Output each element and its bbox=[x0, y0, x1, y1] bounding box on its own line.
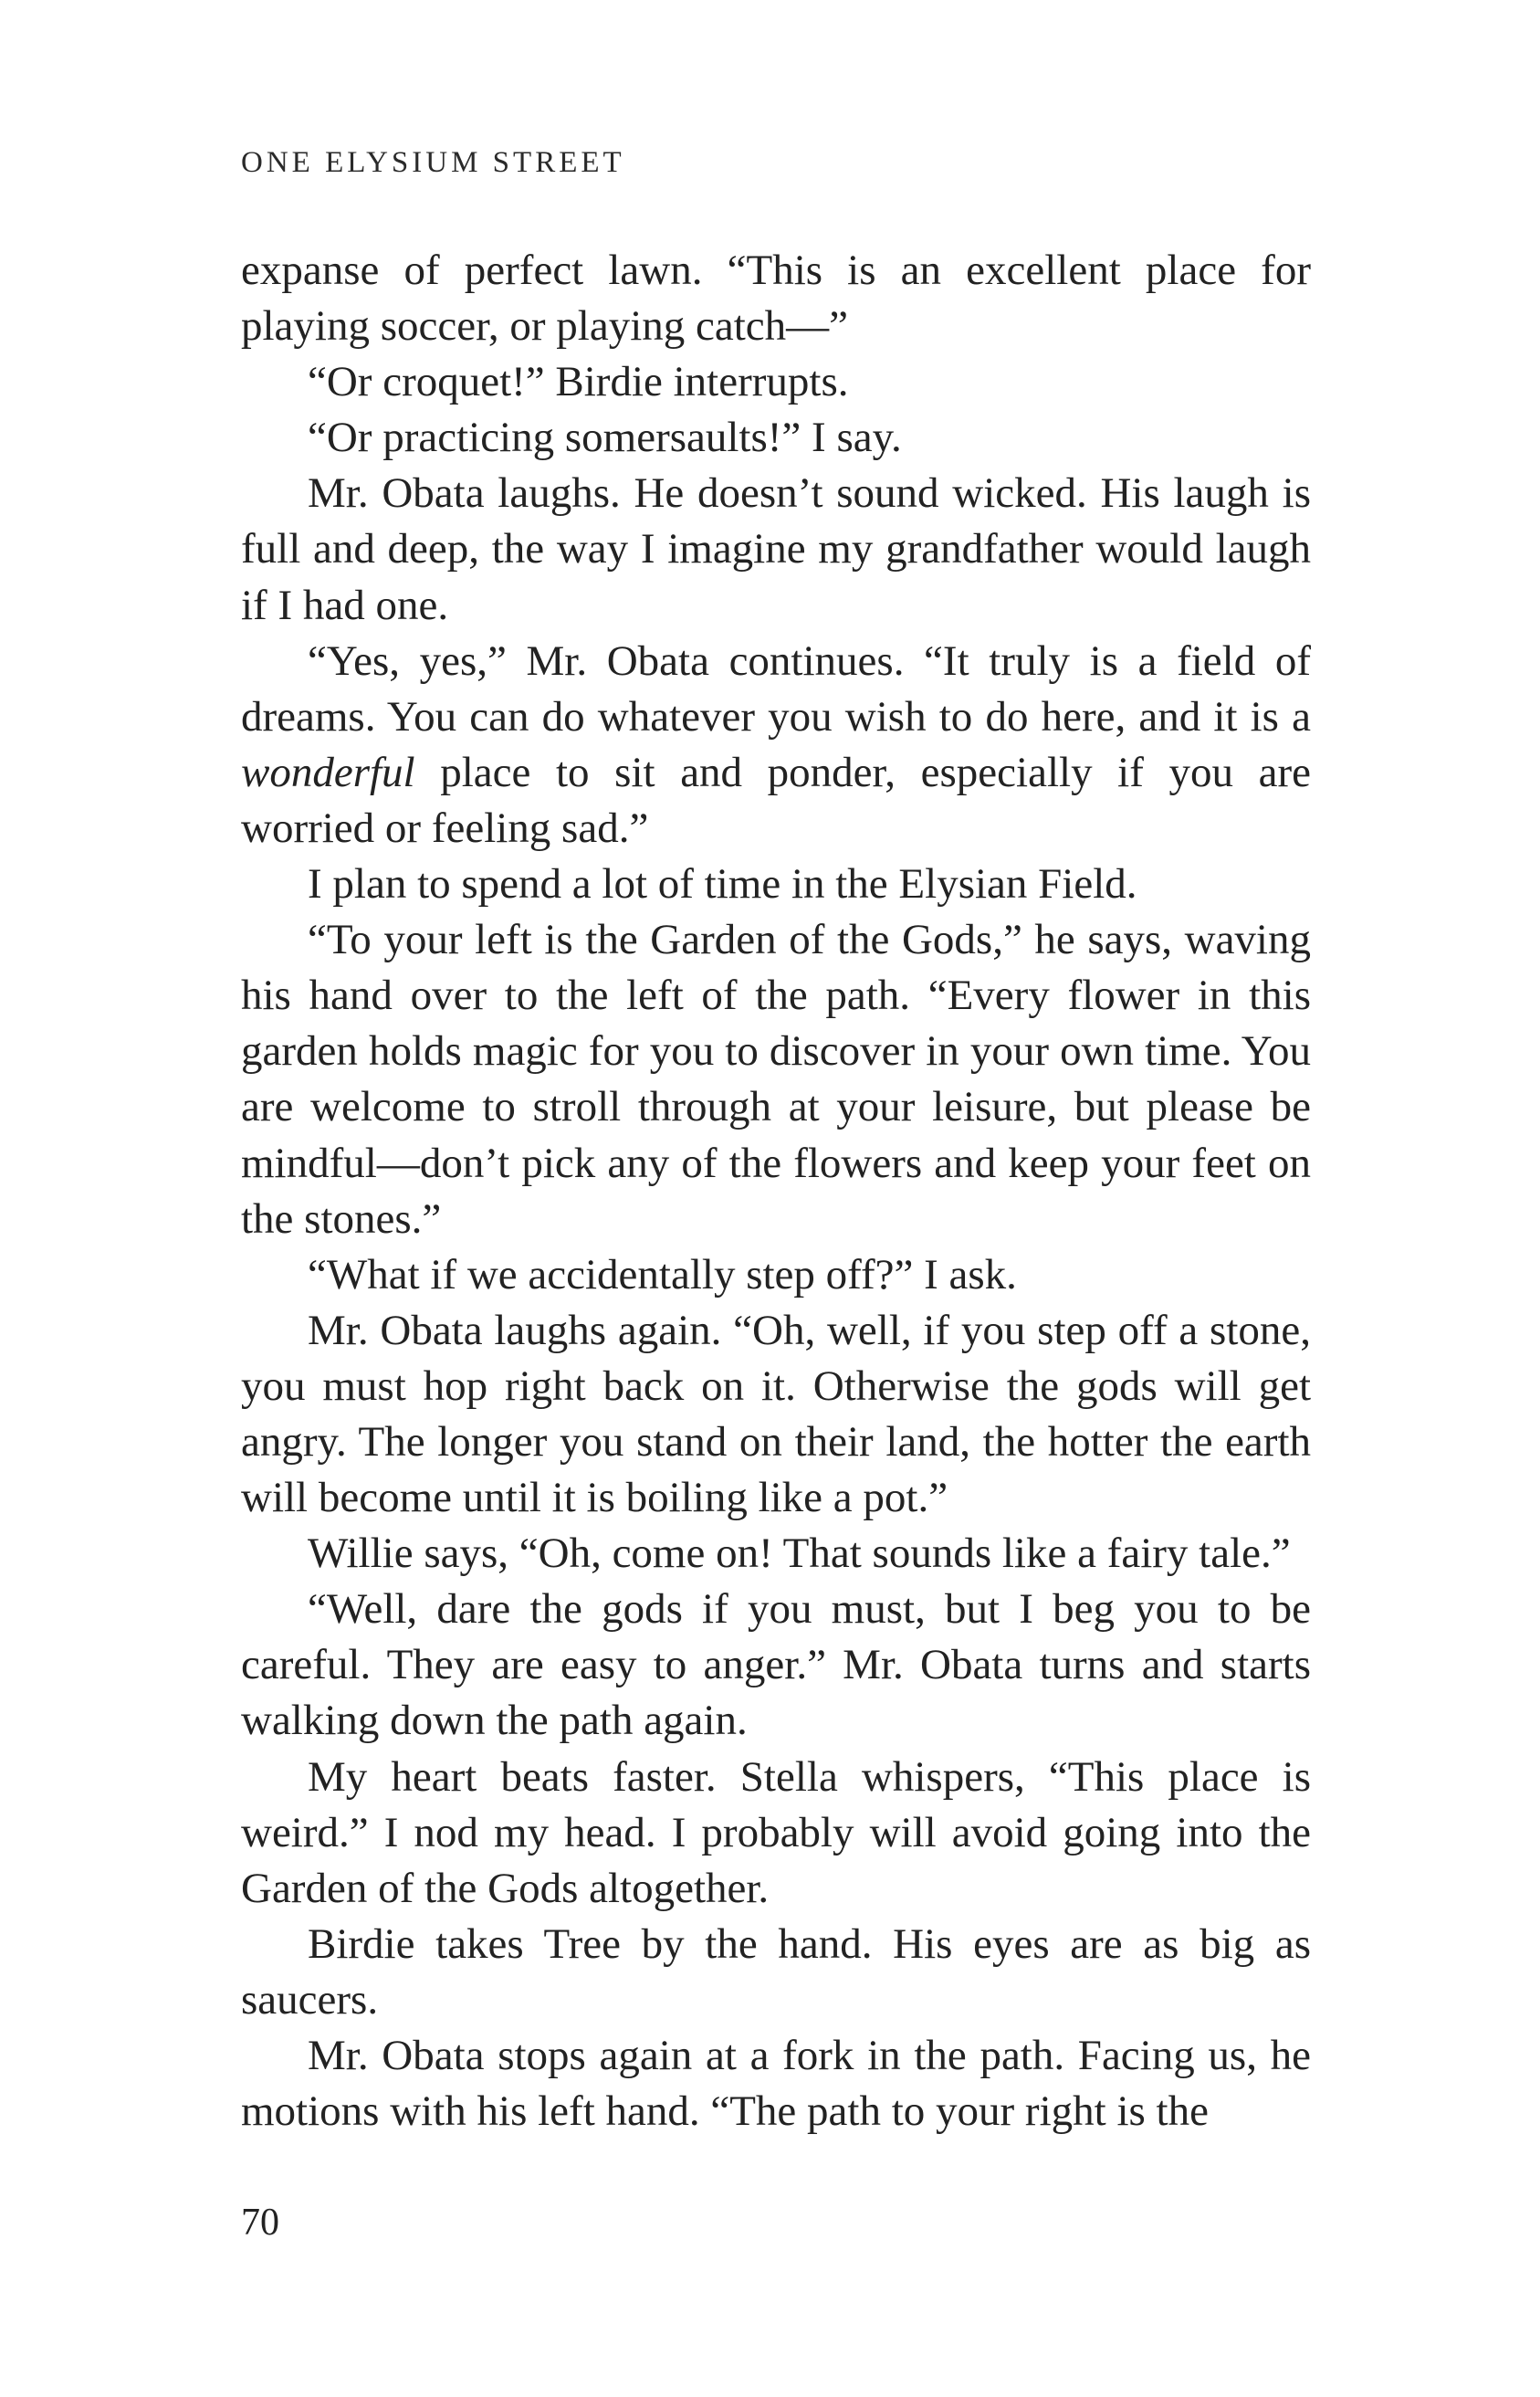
paragraph: Mr. Obata stops again at a fork in the path. Facing us, he motions with his left hand. “The path to your right is the bbox=[241, 2032, 1311, 2136]
paragraph: Mr. Obata laughs again. “Oh, well, if you step off a stone, you must hop right back on it. Otherwise the gods will get angry. The longer you stand on their land, the hotter the earth will become until it is boiling like a pot.” bbox=[241, 1306, 1311, 1522]
paragraph: Mr. Obata laughs. He doesn’t sound wicked. His laugh is full and deep, the way I imagine my grandfather would laugh if I had one. bbox=[241, 469, 1311, 629]
paragraph-text: place to sit and ponder, especially if you are worried or feeling sad.” bbox=[241, 748, 1311, 852]
paragraph: “Or croquet!” Birdie interrupts. bbox=[308, 358, 849, 406]
paragraph: “Or practicing somersaults!” I say. bbox=[308, 414, 902, 462]
paragraph: “What if we accidentally step off?” I ask. bbox=[308, 1250, 1017, 1298]
paragraph-with-italic bbox=[241, 634, 1311, 857]
paragraph: My heart beats faster. Stella whispers, “This place is weird.” I nod my head. I probably will avoid going into the Garden of the Gods altogether. bbox=[241, 1752, 1311, 1912]
paragraph: Willie says, “Oh, come on! That sounds like a fairy tale.” bbox=[308, 1530, 1291, 1578]
paragraph: “Well, dare the gods if you must, but I beg you to be careful. They are easy to anger.” Mr. Obata turns and starts walking down the path again. bbox=[241, 1585, 1311, 1745]
paragraph: I plan to spend a lot of time in the Elysian Field. bbox=[308, 860, 1137, 909]
paragraph: “To your left is the Garden of the Gods,” he says, waving his hand over to the left of the path. “Every flower in this garden holds magic for you to discover in your own time. You are welcome to stroll through at your leisure, but please be mindful—don’t pick any of the flowers and keep your feet on the stones.” bbox=[241, 916, 1311, 1243]
paragraph: expanse of perfect lawn. “This is an excellent place for playing soccer, or playing catch—” bbox=[241, 247, 1311, 351]
paragraph: Birdie takes Tree by the hand. His eyes are as big as saucers. bbox=[241, 1919, 1311, 2024]
page-number: 70 bbox=[241, 2202, 279, 2244]
paragraph-text: “Yes, yes,” Mr. Obata continues. “It truly is a field of dreams. You can do whatever you wish to do here, and it is a bbox=[241, 636, 1311, 741]
body-text bbox=[241, 243, 1311, 2139]
italic-word: wonderful bbox=[241, 748, 415, 796]
running-head: ONE ELYSIUM STREET bbox=[241, 146, 625, 179]
